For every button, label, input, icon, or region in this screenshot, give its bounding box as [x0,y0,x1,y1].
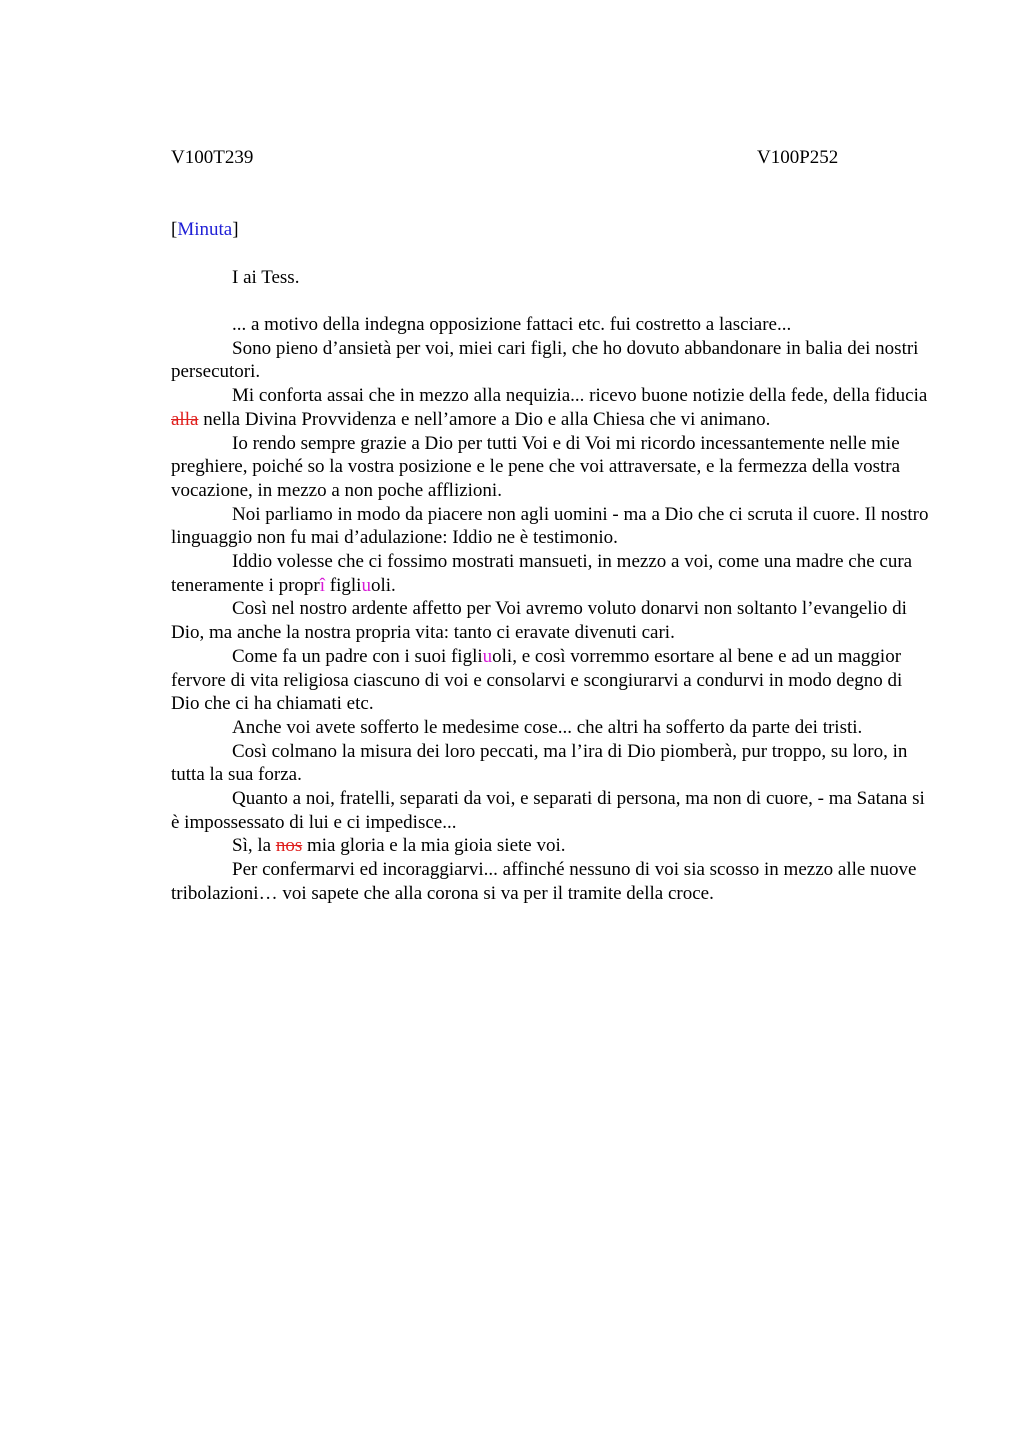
text-run: Quanto a noi, fratelli, separati da voi, e separati di persona, ma non di cuore, - ma Satana si è impossessato di lui e ci impedisce... [171,788,930,833]
deleted-word: nos [275,835,303,857]
paragraph-13 [171,858,931,905]
paragraph-4 [171,432,931,503]
text-run: Mi conforta assai che in mezzo alla nequizia... ricevo buone notizie della fede, della fiducia [232,385,933,407]
label-word: Minuta [177,219,233,240]
text-run: Sì, la [232,835,276,857]
text-run: Sono pieno d’ansietà per voi, miei cari figli, che ho dovuto abbandonare in balia dei nostri persecutori. [171,337,924,383]
paragraph-5 [171,503,934,550]
text-run: Noi parliamo in modo da piacere non agli uomini - ma a Dio che ci scruta il cuore. Il nostro linguaggio non fu mai d’adulazione: Iddio ne è testimonio. [171,503,934,549]
text-run: nella Divina Provvidenza e nell’amore a Dio e alla Chiesa che vi animano. [198,408,771,430]
paragraph-9 [171,716,931,740]
inserted-letter: î [319,574,326,596]
paragraph-12 [171,834,931,858]
text-run: Così colmano la misura dei loro peccati, ma l’ira di Dio piomberà, pur troppo, su loro, in tutta la sua forza. [171,740,913,786]
deleted-word: alla [171,408,199,430]
document-type-label [171,218,239,242]
paragraph-3 [171,384,931,431]
paragraph-6 [171,550,931,597]
paragraph-7 [171,597,931,644]
text-run: Iddio volesse che ci fossimo mostrati mansueti, in mezzo a voi, come una madre che cura teneramente i propr [171,551,917,596]
text-run: mia gloria e la mia gioia siete voi. [302,835,566,857]
text-run: oli. [370,574,396,596]
inserted-letter: u [482,645,493,667]
salutation: I ai Tess. [232,267,300,288]
text-run: figli [325,574,362,596]
letter-body [171,313,934,906]
paragraph-1 [171,313,931,337]
paragraph-11 [171,787,931,834]
label-open-bracket: [ [171,219,178,240]
text-run: oli, e così vorremmo esortare al bene e ad un maggior fervore di vita religiosa ciascuno di voi e consolarvi e scongiurarvi a condurvi in modo degno di Dio che ci ha chiamati etc. [171,645,908,715]
inserted-letter: u [361,574,371,596]
text-run: Anche voi avete sofferto le medesime cose... che altri ha sofferto da parte dei tristi. [232,716,863,738]
text-run: ... a motivo della indegna opposizione fattaci etc. fui costretto a lasciare... [232,314,792,335]
label-close-bracket: ] [232,219,239,240]
document-code-right: V100P252 [757,147,839,168]
text-run: Come fa un padre con i suoi figli [232,645,483,667]
text-run: Io rendo sempre grazie a Dio per tutti Voi e di Voi mi ricordo incessantemente nelle mie preghiere, poiché so la vostra posizione e le pene che voi attraversate, e la fermezza della vostra vocazione, in mezzo a non poche afflizioni. [171,432,905,501]
paragraph-10 [171,740,931,787]
document-code-left: V100T239 [171,147,254,168]
text-run: Così nel nostro ardente affetto per Voi avremo voluto donarvi non soltanto l’evangelio di Dio, ma anche la nostra propria vita: tanto ci eravate divenuti cari. [171,598,912,644]
paragraph-8 [171,645,931,716]
text-run: Per confermarvi ed incoraggiarvi... affinché nessuno di voi sia scosso in mezzo alle nuove tribolazioni… voi sapete che alla corona si va per il tramite della croce. [171,859,922,904]
paragraph-2 [171,337,931,384]
